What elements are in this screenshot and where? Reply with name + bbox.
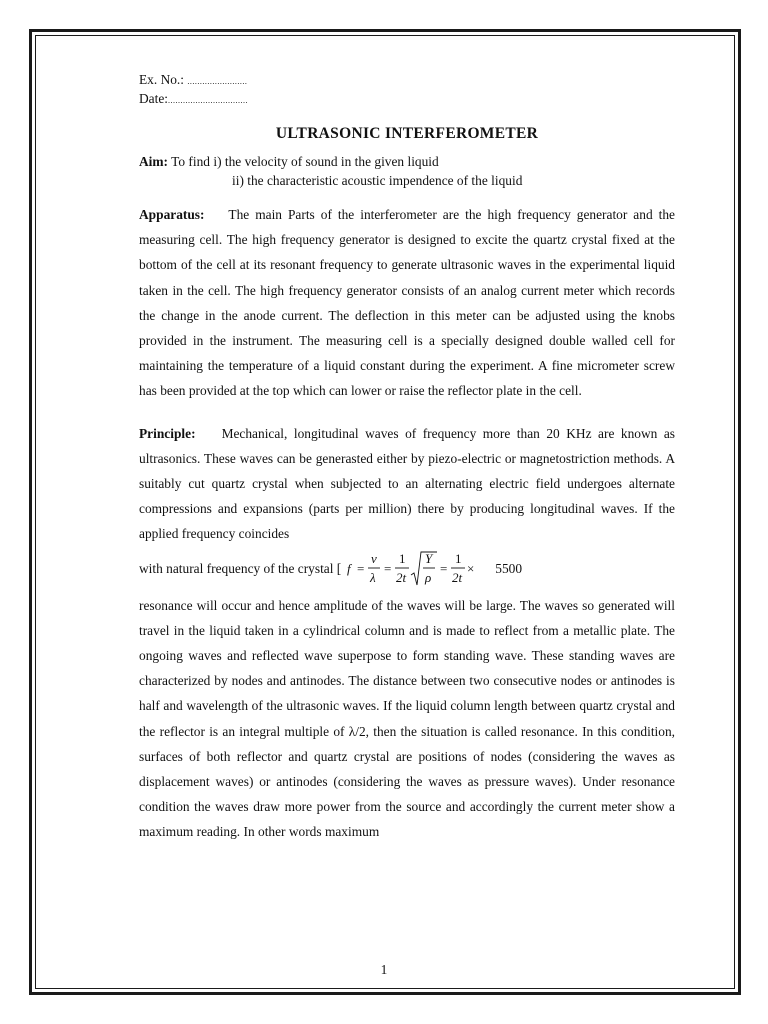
apparatus-label: Apparatus: — [139, 207, 205, 222]
aim-intro: To find — [171, 154, 210, 169]
aim-label: Aim: — [139, 154, 169, 169]
page-number: 1 — [380, 962, 388, 977]
principle-paragraph-2 — [139, 593, 675, 845]
formula-rho: ρ — [425, 569, 432, 585]
formula-eq-3: = — [440, 560, 448, 576]
principle-text-1: Mechanical, longitudinal waves of frequency more than 20 KHz are known as ultrasonics. These waves can be generasted either by piezo-electric or magnetostriction methods. A suitably cut quartz crystal when subjected to an alternating electric field undergoes alternate compressions and expansions (parts per million) there by producing longitudinal waves. If the applied frequency coincides — [139, 425, 676, 542]
formula-lambda: λ — [370, 569, 376, 585]
document-title: ULTRASONIC INTERFEROMETER — [275, 125, 539, 142]
formula-2t-1: 2t — [396, 569, 407, 585]
date-label: Date: — [139, 91, 168, 106]
principle-paragraph — [139, 421, 675, 547]
formula-one-2: 1 — [455, 550, 462, 566]
formula-lead: with natural frequency of the crystal [ — [139, 560, 342, 576]
formula-times: × — [467, 560, 475, 576]
date-line — [139, 89, 675, 108]
formula-constant: 5500 — [495, 560, 523, 576]
aim-item-2: ii) the characteristic acoustic impendence of the liquid — [232, 173, 523, 188]
apparatus-text: The main Parts of the interferometer are the high frequency generator and the measuring cell. The high frequency generator is designed to excite the quartz crystal fixed at the bottom of the cell at its resonant frequency to generate ultrasonic waves in the experimental liquid taken in the cell. The high frequency generator consists of an analog current meter which records the change in the anode current. The deflection in this meter can be adjusted using the knobs provided in the instrument. The measuring cell is a specially designed double walled cell for maintaining the temperature of a liquid constant during the experiment. A fine micrometer screw has been provided at the top which can lower or raise the reflector plate in the cell. — [139, 207, 675, 399]
formula-line — [139, 549, 675, 589]
formula-2t-2: 2t — [452, 569, 463, 585]
formula-one-1: 1 — [399, 550, 406, 566]
ex-no-line — [139, 70, 675, 89]
aim-row-2 — [139, 171, 675, 190]
date-blank: ................................ — [168, 96, 248, 105]
frequency-formula-svg — [345, 549, 495, 589]
aim-item-1: i) the velocity of sound in the given liquid — [213, 154, 439, 169]
formula-f: f — [347, 560, 351, 576]
document-body — [139, 70, 675, 845]
apparatus-paragraph — [139, 202, 675, 404]
frequency-formula — [345, 549, 495, 589]
formula-eq-1: = — [357, 560, 365, 576]
formula-Y: Y — [425, 550, 433, 566]
formula-sqrt-sign — [411, 552, 437, 585]
ex-no-blank: ........................ — [187, 77, 248, 86]
ex-no-label: Ex. No.: — [139, 72, 185, 87]
principle-text-2: resonance will occur and hence amplitude of the waves will be large. The waves so generated will travel in the liquid taken in a cylindrical column and is made to reflect from a metallic plate. The ongoing waves and reflected wave superpose to form standing wave. These standing waves are characterized by nodes and antinodes. The distance between two consecutive nodes or antinodes is half and wavelength of the ultrasonic waves. If the liquid column length between quartz crystal and the reflector is an integral multiple of λ/2, then the situation is called resonance. In this condition, surfaces of both reflector and quartz crystal are positions of nodes (considering the waves as displacement waves) or antinodes (considering the waves as pressure waves). Under resonance condition the waves draw more power from the source and accordingly the current meter show a maximum reading. In other words maximum — [139, 597, 675, 840]
formula-eq-2: = — [384, 560, 392, 576]
formula-v: v — [371, 550, 378, 566]
principle-label: Principle: — [139, 425, 196, 441]
aim-section — [139, 152, 675, 190]
aim-row-1 — [139, 152, 675, 171]
